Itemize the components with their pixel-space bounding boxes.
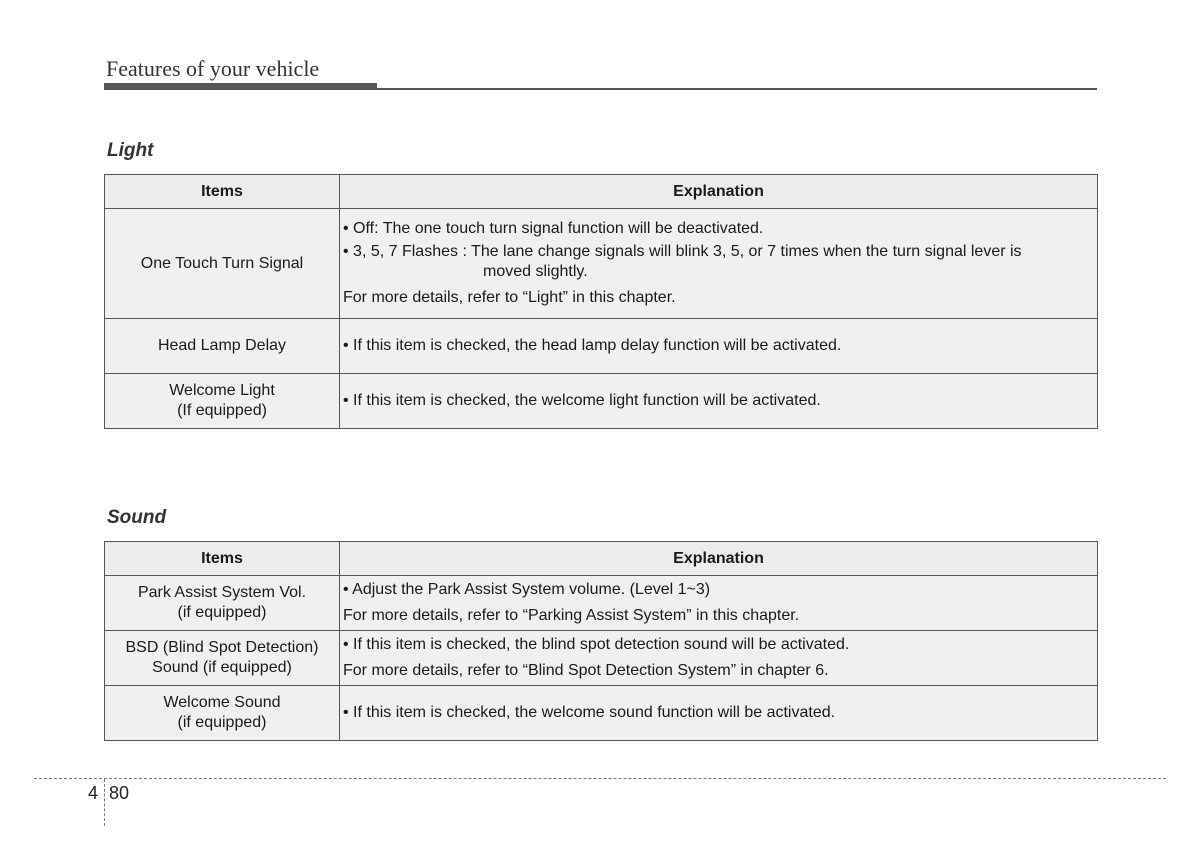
- light-table: [104, 174, 1098, 429]
- section-title-light: Light: [107, 140, 154, 161]
- item-name: BSD (Blind Spot Detection): [125, 639, 319, 656]
- explanation-cell: [340, 686, 1098, 741]
- table-header-row: [105, 175, 1098, 209]
- item-qualifier: (if equipped): [177, 714, 267, 731]
- item-cell: [105, 576, 340, 631]
- explanation-line: • If this item is checked, the head lamp delay function will be activated.: [343, 337, 842, 354]
- column-header-explanation: Explanation: [340, 542, 1098, 576]
- explanation-line: For more details, refer to “Parking Assist System” in this chapter.: [343, 607, 800, 624]
- explanation-cell: [340, 319, 1098, 374]
- explanation-line: • If this item is checked, the welcome sound function will be activated.: [343, 704, 836, 721]
- item-cell: [105, 374, 340, 429]
- explanation-cell: [340, 576, 1098, 631]
- footer-divider: [104, 779, 105, 826]
- column-header-explanation: Explanation: [340, 175, 1098, 209]
- explanation-line: moved slightly.: [483, 263, 588, 280]
- chapter-number: 4: [88, 783, 99, 803]
- explanation-cell: [340, 631, 1098, 686]
- table-row: [105, 576, 1098, 631]
- item-cell: One Touch Turn Signal: [105, 209, 340, 319]
- item-qualifier: (if equipped): [177, 604, 267, 621]
- explanation-cell: [340, 374, 1098, 429]
- section-title-sound: Sound: [107, 507, 167, 528]
- item-name: Park Assist System Vol.: [137, 584, 307, 601]
- footer-rule: [34, 778, 1166, 779]
- explanation-line: • Adjust the Park Assist System volume. (Level 1~3): [343, 581, 711, 598]
- item-qualifier: (If equipped): [177, 402, 267, 419]
- explanation-line: • Off: The one touch turn signal function will be deactivated.: [343, 220, 764, 237]
- table-row: [105, 209, 1098, 319]
- explanation-line: • If this item is checked, the welcome light function will be activated.: [343, 392, 821, 409]
- item-cell: [105, 631, 340, 686]
- column-header-items: Items: [105, 175, 340, 209]
- item-cell: [105, 686, 340, 741]
- item-name: Welcome Sound: [163, 694, 281, 711]
- table-header-row: [105, 542, 1098, 576]
- header-rule: [104, 88, 1097, 90]
- item-name: Welcome Light: [169, 382, 275, 399]
- table-row: [105, 319, 1098, 374]
- table-row: [105, 374, 1098, 429]
- explanation-cell: [340, 209, 1098, 319]
- item-cell: Head Lamp Delay: [105, 319, 340, 374]
- explanation-line: • If this item is checked, the blind spot detection sound will be activated.: [343, 636, 850, 653]
- sound-table: [104, 541, 1098, 741]
- explanation-line: • 3, 5, 7 Flashes : The lane change signals will blink 3, 5, or 7 times when the turn signal lever is: [343, 243, 1022, 260]
- explanation-line: For more details, refer to “Blind Spot Detection System” in chapter 6.: [343, 662, 829, 679]
- page-number: 80: [109, 783, 130, 803]
- explanation-line: For more details, refer to “Light” in this chapter.: [343, 289, 676, 306]
- table-row: [105, 686, 1098, 741]
- item-qualifier: Sound (if equipped): [152, 659, 292, 676]
- table-row: [105, 631, 1098, 686]
- column-header-items: Items: [105, 542, 340, 576]
- page-header-title: Features of your vehicle: [106, 56, 320, 81]
